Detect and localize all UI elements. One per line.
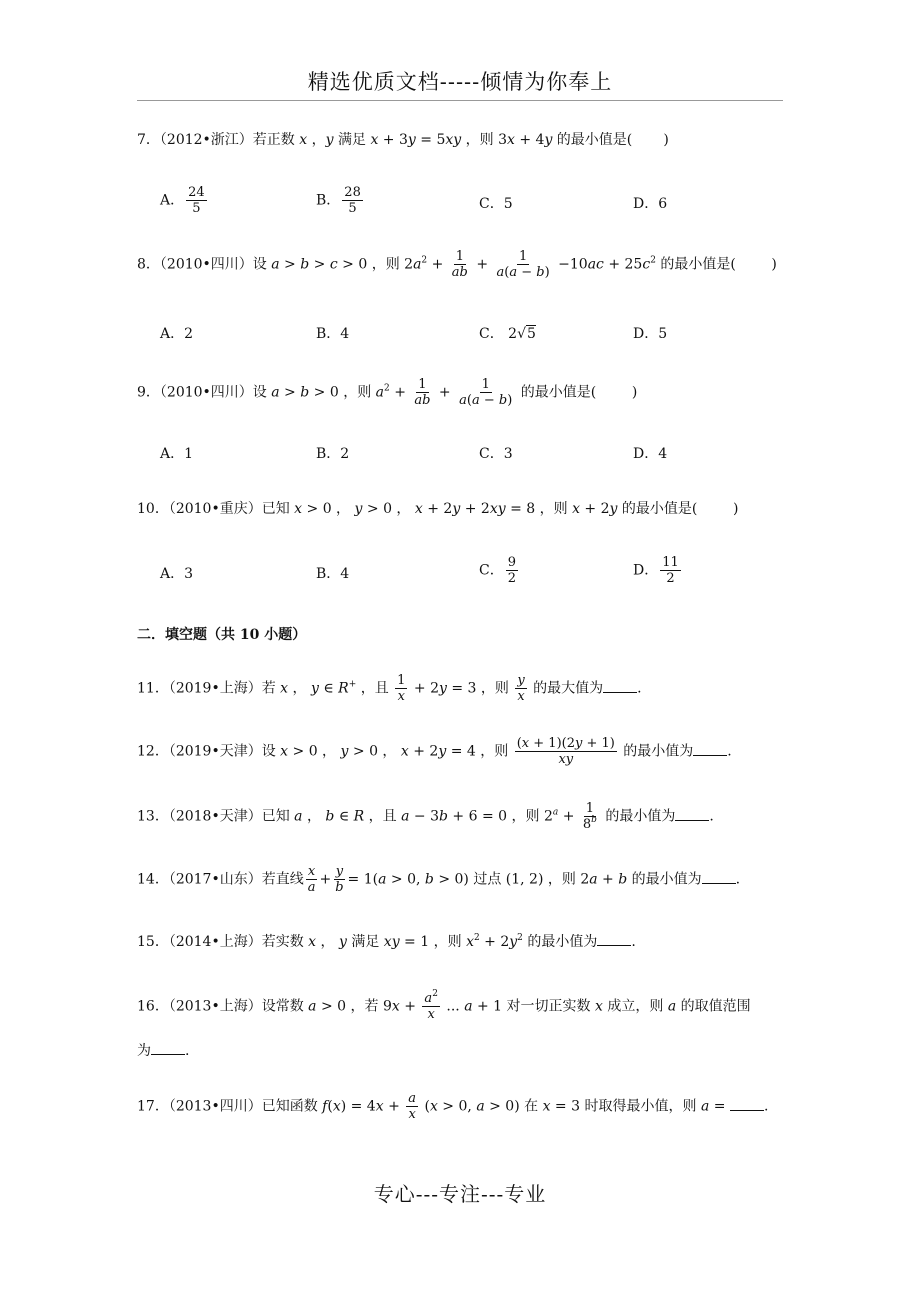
q7-option-b: B． $\frac{28}{5}$ [316,185,361,216]
answer-blank[interactable] [597,933,631,946]
q9-option-a: A．1 [160,446,194,462]
q9-option-d: D．4 [633,446,668,462]
question-11: 11．（2019•上海）若 x ， y ∈ R+ ，且 $\frac{1}{x}$ + 2y = 3 ，则 $\frac{y}{x}$ 的最大值为 . [137,673,642,704]
question-13: 13．（2018•天津）已知 a ， b ∈ R ，且 a − 3b + 6 = 0 ，则 $2^a$ + $\frac{1}{8^b}$ 的最小值为 . [137,801,714,832]
question-16-line-2: 为 . [137,1043,190,1059]
q9-option-c: C．3 [479,446,513,462]
question-9: 9．（2010•四川）设 a > b > 0 ，则 $a^2$ + $\frac{1}{ab}$ + $\frac{1}{a(a - b)}$ 的最小值是( ) [137,377,638,408]
page-footer: 专心---专注---专业 [373,1182,547,1206]
q7-option-a: A． $\frac{24}{5}$ [160,185,205,216]
question-8: 8．（2010•四川）设 a > b > c > 0 ，则 $2a^2$ + $\frac{1}{ab}$ + $\frac{1}{a(a - b)}$ $-10ac + 25c^2$ 的最小值是( ) [137,249,777,280]
q8-option-d: D．5 [633,326,668,342]
q10-option-b: B．4 [316,566,350,582]
q8-option-c: C． 2√5 [479,326,536,342]
answer-blank[interactable] [675,808,709,821]
question-15: 15．（2014•上海）若实数 x ， y 满足 xy = 1 ，则 $x^2 + 2y^2$ 的最小值为 . [137,933,636,950]
question-10: 10．（2010•重庆）已知 x > 0 ， y > 0 ， x + 2y + 2xy = 8 ，则 x + 2y 的最小值是( ) [137,501,739,517]
q9-option-b: B．2 [316,446,350,462]
q7-option-c: C．5 [479,196,513,212]
q10-option-d: D． $\frac{11}{2}$ [633,555,679,586]
answer-blank[interactable] [730,1098,764,1111]
answer-blank[interactable] [693,743,727,756]
q8-option-a: A．2 [160,326,194,342]
q8-option-b: B．4 [316,326,350,342]
question-14: 14．（2017•山东）若直线 $\frac{x}{a}$ + $\frac{y}{b}$ = 1(a > 0, b > 0) 过点 (1, 2) ，则 2a + b 的最小值为 . [137,864,741,895]
answer-blank[interactable] [151,1042,185,1055]
answer-blank[interactable] [603,680,637,693]
page-header: 精选优质文档-----倾情为你奉上 [307,70,613,94]
q10-option-c: C． $\frac{9}{2}$ [479,555,516,586]
question-16: 16．（2013•上海）设常数 a > 0 ，若 9x + $\frac{a^2}{x}$ ... a + 1 对一切正实数 x 成立，则 a 的取值范围 [137,989,751,1022]
q10-option-a: A．3 [160,566,194,582]
question-12: 12．（2019•天津）设 x > 0 ， y > 0 ， x + 2y = 4 ，则 $\frac{(x + 1)(2y + 1)}{xy}$ 的最小值为 . [137,736,732,767]
question-17: 17．（2013•四川）已知函数 f(x) = 4x + $\frac{a}{x}$ (x > 0, a > 0) 在 x = 3 时取得最小值，则 a = . [137,1091,769,1122]
section-title-fill-in: 二．填空题（共 10 小题） [137,627,307,643]
q7-option-d: D．6 [633,196,668,212]
header-rule [137,100,783,101]
question-7: 7．（2012•浙江）若正数 x ，y 满足 x + 3y = 5xy ，则 3x + 4y 的最小值是( ) [137,132,669,148]
answer-blank[interactable] [702,871,736,884]
